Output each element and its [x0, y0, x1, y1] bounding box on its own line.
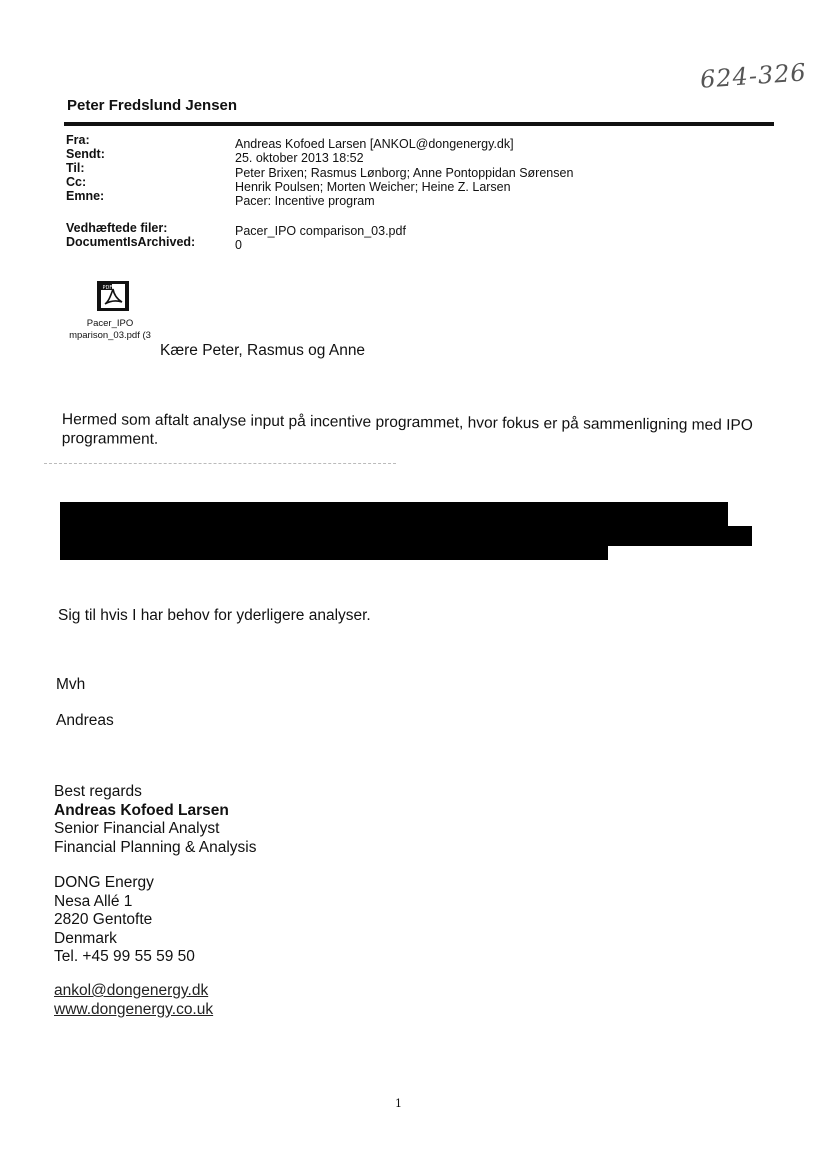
- website-link[interactable]: www.dongenergy.co.uk: [54, 1000, 214, 1018]
- subject-value: Pacer: Incentive program: [235, 194, 375, 208]
- sent-value: 25. oktober 2013 18:52: [235, 151, 364, 165]
- signature-phone: Tel. +45 99 55 59 50: [54, 948, 195, 965]
- attachments-label: Vedhæftede filer:: [66, 221, 168, 235]
- attachments-value: Pacer_IPO comparison_03.pdf: [235, 224, 406, 238]
- attachment-caption[interactable]: [60, 318, 160, 342]
- closing-line: Sig til hvis I har behov for yderligere analyser.: [58, 607, 371, 624]
- page-number: 1: [395, 1097, 402, 1110]
- pdf-file-icon[interactable]: [96, 280, 130, 312]
- signature-title: Senior Financial Analyst: [54, 820, 220, 837]
- to-value: Peter Brixen; Rasmus Lønborg; Anne Pontoppidan Sørensen: [235, 166, 574, 180]
- handwritten-document-number: 624-326: [699, 58, 808, 94]
- sent-label: Sendt:: [66, 147, 105, 161]
- subject-label: Emne:: [66, 189, 105, 203]
- address-block: [54, 874, 195, 967]
- mailbox-owner-name: Peter Fredslund Jensen: [67, 97, 238, 114]
- signature-company: DONG Energy: [54, 874, 154, 891]
- cc-label: Cc:: [66, 175, 87, 189]
- attachment-caption-line2: mparison_03.pdf (3: [69, 330, 151, 341]
- archived-value: 0: [235, 238, 242, 252]
- scan-noise-line: [44, 463, 396, 464]
- signature-regards: Best regards: [54, 783, 142, 800]
- contact-links: [54, 982, 213, 1019]
- attachment-caption-line1: Pacer_IPO: [86, 318, 134, 329]
- cc-value: Henrik Poulsen; Morten Weicher; Heine Z. Larsen: [235, 180, 511, 194]
- greeting: Kære Peter, Rasmus og Anne: [160, 342, 366, 359]
- redaction-bar: [600, 526, 752, 546]
- header-rule: [64, 122, 774, 126]
- from-label: Fra:: [66, 133, 90, 147]
- to-label: Til:: [66, 161, 85, 175]
- body-paragraph: Hermed som aftalt analyse input på incentive programmet, hvor fokus er på sammenligning med IPO programment.: [61, 410, 753, 448]
- email-link[interactable]: ankol@dongenergy.dk: [54, 982, 209, 999]
- sender-first-name: Andreas: [56, 712, 114, 729]
- signature-department: Financial Planning & Analysis: [54, 838, 257, 856]
- signature-street: Nesa Allé 1: [54, 892, 133, 910]
- signature-country: Denmark: [54, 929, 117, 947]
- from-value: Andreas Kofoed Larsen [ANKOL@dongenergy.dk]: [235, 137, 514, 151]
- signature-block: [54, 783, 256, 857]
- sign-off: Mvh: [56, 676, 86, 693]
- redaction-bar: [60, 530, 608, 560]
- svg-text:PDF: PDF: [102, 285, 113, 291]
- signature-name: Andreas Kofoed Larsen: [54, 801, 229, 819]
- signature-city: 2820 Gentofte: [54, 911, 153, 928]
- archived-label: DocumentIsArchived:: [66, 235, 196, 249]
